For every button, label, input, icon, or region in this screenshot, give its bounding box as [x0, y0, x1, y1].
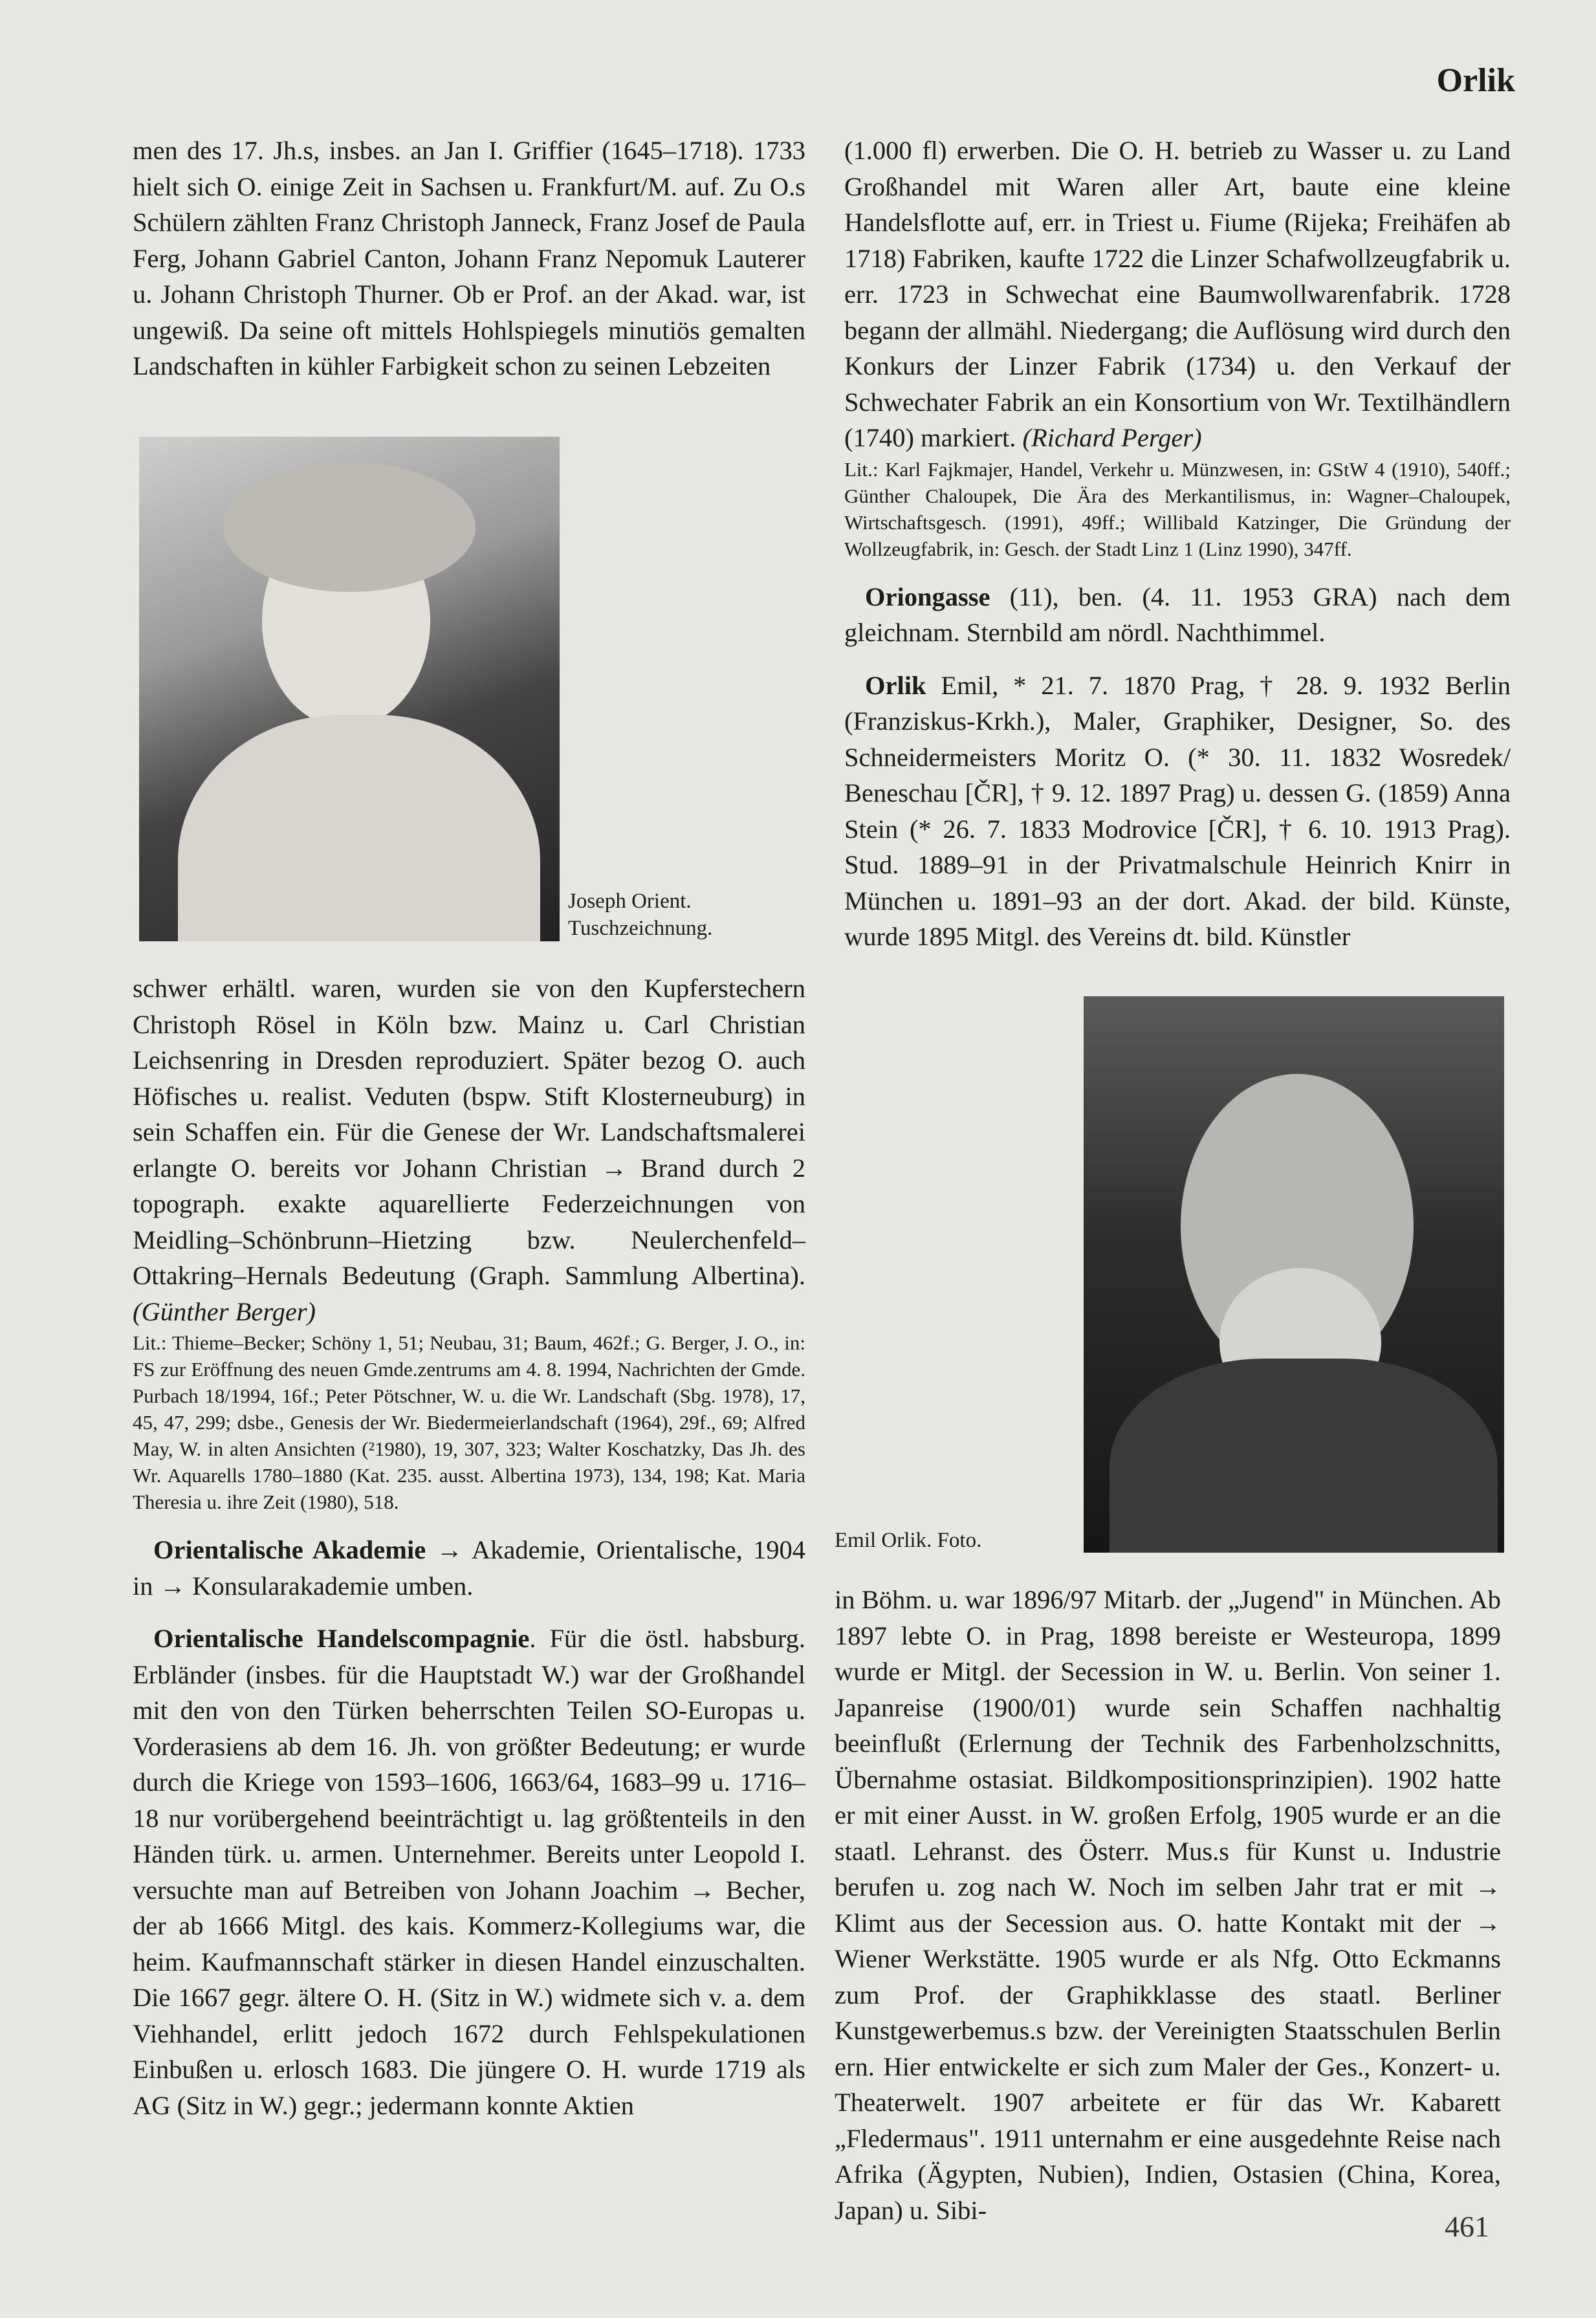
paragraph: men des 17. Jh.s, insbes. an Jan I. Griffier (1645–1718). 1733 hielt sich O. einige Zeit in Sachsen u. Frankfurt/M. auf. Zu O.s Schülern zählten Franz Christoph Janneck, Franz Josef de Paula Ferg, Johann Gabriel Canton, Johann Franz Nepomuk Lauterer u. Johann Christoph Thurner. Ob er Prof. an der Akad. war, ist ungewiß. Da seine oft mittels Hohlspiegels minutiös gemalten Landschaften in kühler Farbigkeit schon zu seinen Lebzeiten — [133, 136, 805, 380]
left-column-top — [133, 133, 805, 384]
figure-caption-orlik: Emil Orlik. Foto. — [835, 1529, 982, 1552]
right-column-top — [844, 133, 1511, 955]
paragraph: in Böhm. u. war 1896/97 Mitarb. der „Jugend" in München. Ab 1897 lebte O. in Prag, 1898 bereiste er Westeuropa, 1899 wurde er Mitgl. der Secession in W. u. Berlin. Von seiner 1. Japanreise (1900/01) wurde sein Schaffen nachhaltig beeinflußt (Erlernung der Technik des Farbenholzschnitts, Übernahme ostasiat. Bildkompositionsprinzipien). 1902 hatte er mit einer Ausst. in W. großen Erfolg, 1905 wurde er an die staatl. Lehranst. des Österr. Mus.s für Kunst u. Industrie berufen u. zog nach W. Noch im selben Jahr trat er mit → Klimt aus der Secession aus. O. hatte Kontakt mit der → Wiener Werkstätte. 1905 wurde er als Nfg. Otto Eckmanns zum Prof. der Graphikklasse des staatl. Berliner Kunstgewerbemus.s bzw. der Vereinigten Staatsschulen Berlin ern. Hier entwickelte er sich zum Maler der Ges., Konzert- u. Theaterwelt. 1907 arbeitete er für das Wr. Kabarett „Fledermaus". 1911 unternahm er eine ausgedehnte Reise nach Afrika (Ägypten, Nubien), Indien, Ostasien (China, Korea, Japan) u. Sibi- — [835, 1585, 1501, 2225]
entry-oriongasse — [844, 579, 1511, 651]
entry-orlik — [844, 668, 1511, 955]
figure-caption-orient: Joseph Orient. Tuschzeichnung. — [568, 890, 713, 940]
paragraph — [844, 133, 1511, 456]
entry-text: → Akademie, Orientalische, 1904 in → Konsularakademie umben. — [133, 1535, 805, 1601]
photo-emil-orlik — [1084, 996, 1504, 1553]
entry-orientalische-handelscompagnie — [133, 1621, 805, 2123]
entry-text: (11), ben. (4. 11. 1953 GRA) nach dem gleichnam. Sternbild am nördl. Nachthimmel. — [844, 582, 1511, 647]
author-signature: (Günther Berger) — [133, 1296, 316, 1326]
paragraph — [133, 970, 805, 1329]
paragraph-text: (1.000 fl) erwerben. Die O. H. betrieb zu Wasser u. zu Land Großhandel mit Waren aller Art, baute eine kleine Handelsflotte auf, err. in Triest u. Fiume (Rijeka; Freihäfen ab 1718) Fabriken, kaufte 1722 die Linzer Schafwollzeugfabrik u. err. 1723 in Schwechat eine Baumwollwarenfabrik. 1728 begann der allmähl. Niedergang; die Auflösung wird durch den Konkurs der Linzer Fabrik (1734) u. den Verkauf der Schwechater Fabrik an ein Konsortium von Wr. Textilhändlern (1740) markiert. — [844, 136, 1511, 452]
photo-jacket — [1110, 1359, 1498, 1553]
right-column-bottom — [835, 1582, 1501, 2228]
page-number: 461 — [1445, 2210, 1489, 2243]
headword: Orlik — [865, 670, 926, 700]
author-signature: (Richard Perger) — [1022, 423, 1202, 452]
portrait-turban — [223, 463, 476, 592]
literature-list: Lit.: Karl Fajkmajer, Handel, Verkehr u. Münzwesen, in: GStW 4 (1910), 540ff.; Günther Chaloupek, Die Ära des Merkantilismus, in: Wagner–Chaloupek, Wirtschaftsgesch. (1991), 49ff.; Willibald Katzinger, Die Gründung der Wollzeugfabrik, in: Gesch. der Stadt Linz 1 (Linz 1990), 347ff. — [844, 457, 1511, 560]
paragraph-text: schwer erhältl. waren, wurden sie von den Kupferstechern Christoph Rösel in Köln bzw. Mainz u. Carl Christian Leichsenring in Dresden reproduziert. Später bezog O. auch Höfisches u. realist. Veduten (bspw. Stift Klosterneuburg) in sein Schaffen ein. Für die Genese der Wr. Landschaftsmalerei erlangte O. bereits vor Johann Christian → Brand durch 2 topograph. exakte aquarellierte Federzeichnungen von Meidling–Schönbrunn–Hietzing bzw. Neulerchenfeld–Ottakring–Hernals Bedeutung (Graph. Sammlung Albertina). — [133, 974, 805, 1290]
headword: Orientalische Akademie — [153, 1535, 426, 1564]
entry-orientalische-akademie — [133, 1532, 805, 1604]
entry-text: Emil, * 21. 7. 1870 Prag, † 28. 9. 1932 Berlin (Franziskus-Krkh.), Maler, Graphiker, Designer, So. des Schneidermeisters Moritz O. (* 30. 11. 1832 Wosredek/ Beneschau [ČR], † 9. 12. 1897 Prag) u. dessen G. (1859) Anna Stein (* 26. 7. 1833 Modrovice [ČR], † 6. 10. 1913 Prag). Stud. 1889–91 in der Privatmalschule Heinrich Knirr in München u. 1891–93 an der dort. Akad. der bild. Künste, wurde 1895 Mitgl. des Vereins dt. bild. Künstler — [844, 670, 1511, 951]
headword: Orientalische Handelscompagnie — [153, 1624, 530, 1653]
literature-list: Lit.: Thieme–Becker; Schöny 1, 51; Neubau, 31; Baum, 462f.; G. Berger, J. O., in: FS zur Eröffnung des neuen Gmde.zentrums am 4. 8. 1994, Nachrichten der Gmde. Purbach 18/1994, 16f.; Peter Pötschner, W. u. die Wr. Landschaft (Sbg. 1978), 17, 45, 47, 299; dsbe., Genesis der Wr. Biedermeierlandschaft (1964), 29f., 69; Alfred May, W. in alten Ansichten (²1980), 19, 307, 323; Walter Koschatzky, Das Jh. des Wr. Aquarells 1780–1880 (Kat. 235. ausst. Albertina 1973), 134, 198; Kat. Maria Theresia u. ihre Zeit (1980), 518. — [133, 1331, 805, 1513]
entry-text: . Für die östl. habsburg. Erbländer (insbes. für die Hauptstadt W.) war der Großhandel mit den von den Türken beherrschten Teilen SO-Europas u. Vorderasiens ab dem 16. Jh. von größter Bedeutung; er wurde durch die Kriege von 1593–1606, 1663/64, 1683–99 u. 1716–18 nur vorübergehend beeinträchtigt u. lag größtenteils in den Händen türk. u. armen. Unternehmer. Bereits unter Leopold I. versuchte man auf Betreiben von Johann Joachim → Becher, der ab 1666 Mitgl. des kais. Kommerz-Kollegiums war, die heim. Kaufmannschaft stärker in diesen Handel einzuschalten. Die 1667 gegr. ältere O. H. (Sitz in W.) widmete sich v. a. dem Viehhandel, erlitt jedoch 1672 durch Fehlspekulationen Einbußen u. erlosch 1683. Die jüngere O. H. wurde 1719 als AG (Sitz in W.) gegr.; jedermann konnte Aktien — [133, 1624, 805, 2120]
portrait-joseph-orient — [139, 437, 560, 941]
left-column-bottom — [133, 970, 805, 2123]
running-head: Orlik — [1436, 62, 1515, 99]
portrait-coat — [178, 715, 540, 941]
headword: Oriongasse — [865, 582, 990, 611]
